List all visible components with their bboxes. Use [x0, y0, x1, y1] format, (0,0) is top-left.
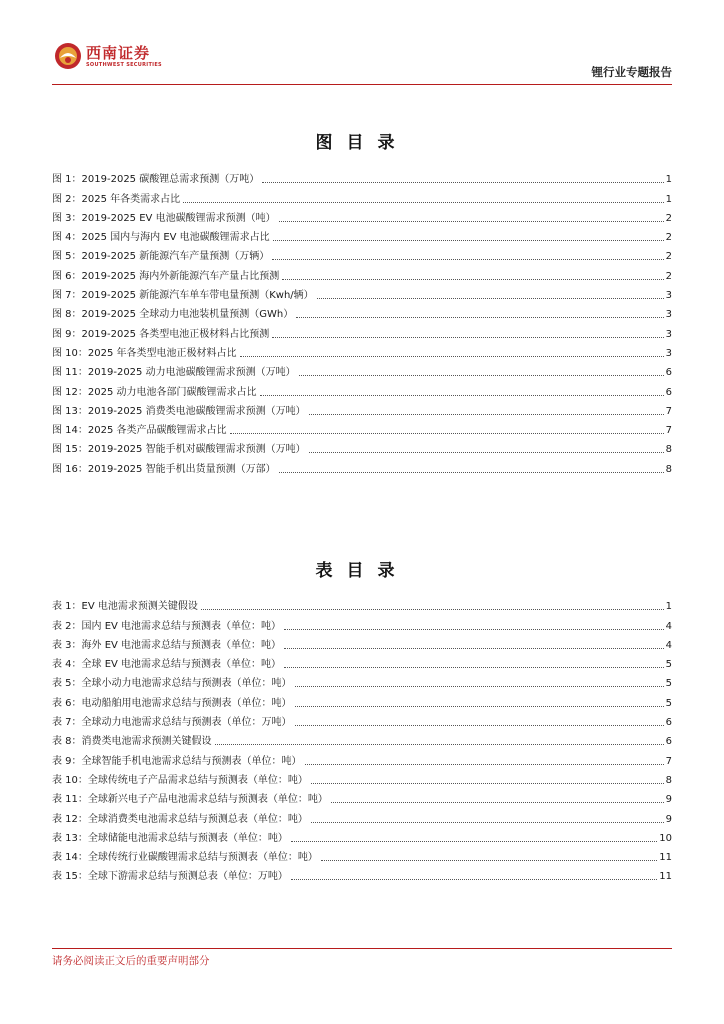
toc-entry[interactable]	[52, 244, 672, 263]
toc-leader-dots	[311, 821, 664, 823]
toc-entry-label: 图 16：2019-2025 智能手机出货量预测（万部）	[52, 463, 276, 475]
toc-entry-page: 1	[665, 174, 672, 186]
toc-entry[interactable]	[52, 186, 672, 205]
toc-entry-label: 表 13：全球储能电池需求总结与预测表（单位：吨）	[52, 832, 288, 844]
toc-entry-page: 3	[665, 290, 672, 302]
toc-entry[interactable]	[52, 633, 672, 652]
toc-entry-page: 6	[665, 736, 672, 748]
toc-entry[interactable]	[52, 826, 672, 845]
toc-entry[interactable]	[52, 418, 672, 437]
toc-entry-page: 8	[665, 444, 672, 456]
toc-entry-page: 7	[665, 405, 672, 417]
footer-divider	[52, 948, 672, 949]
toc-entry[interactable]	[52, 613, 672, 632]
toc-entry-page: 2	[665, 232, 672, 244]
toc-leader-dots	[309, 413, 664, 415]
toc-entry-page: 7	[665, 425, 672, 437]
toc-entry-page: 7	[665, 755, 672, 767]
toc-leader-dots	[321, 859, 657, 861]
toc-entry-page: 1	[665, 193, 672, 205]
toc-leader-dots	[215, 743, 664, 745]
toc-entry-page: 2	[665, 212, 672, 224]
toc-leader-dots	[284, 666, 664, 668]
toc-entry[interactable]	[52, 787, 672, 806]
toc-entry-label: 图 4：2025 国内与海内 EV 电池碳酸锂需求占比	[52, 232, 270, 244]
toc-entry-label: 图 5：2019-2025 新能源汽车产量预测（万辆）	[52, 251, 270, 263]
footer-disclaimer: 请务必阅读正文后的重要声明部分	[52, 955, 210, 967]
brand-name: 西南证券	[86, 44, 151, 62]
toc-entry-label: 图 9：2019-2025 各类型电池正极材料占比预测	[52, 328, 270, 340]
toc-entry-page: 3	[665, 309, 672, 321]
toc-entry[interactable]	[52, 729, 672, 748]
toc-entry[interactable]	[52, 399, 672, 418]
table-toc-list	[52, 594, 672, 883]
toc-leader-dots	[272, 258, 663, 260]
toc-entry[interactable]	[52, 302, 672, 321]
toc-leader-dots	[279, 471, 664, 473]
toc-entry-page: 9	[665, 794, 672, 806]
toc-leader-dots	[260, 394, 664, 396]
report-type-title: 锂行业专题报告	[591, 65, 672, 79]
toc-entry[interactable]	[52, 806, 672, 825]
toc-entry-label: 表 12：全球消费类电池需求总结与预测总表（单位：吨）	[52, 813, 308, 825]
toc-entry-page: 4	[665, 639, 672, 651]
toc-entry-page: 4	[665, 620, 672, 632]
toc-entry-label: 图 12：2025 动力电池各部门碳酸锂需求占比	[52, 386, 257, 398]
toc-leader-dots	[183, 201, 663, 203]
toc-entry-label: 表 5：全球小动力电池需求总结与预测表（单位：吨）	[52, 678, 292, 690]
toc-entry[interactable]	[52, 864, 672, 883]
toc-leader-dots	[305, 763, 664, 765]
toc-leader-dots	[317, 297, 664, 299]
toc-entry-page: 8	[665, 463, 672, 475]
toc-entry-label: 图 10：2025 年各类型电池正极材料占比	[52, 347, 237, 359]
toc-entry[interactable]	[52, 167, 672, 186]
toc-entry-page: 3	[665, 347, 672, 359]
toc-leader-dots	[309, 451, 664, 453]
toc-entry-page: 5	[665, 659, 672, 671]
toc-entry[interactable]	[52, 748, 672, 767]
toc-entry-page: 5	[665, 678, 672, 690]
brand-subtitle: SOUTHWEST SECURITIES	[86, 62, 162, 68]
header-divider	[52, 84, 672, 85]
toc-leader-dots	[296, 316, 663, 318]
toc-leader-dots	[240, 355, 664, 357]
toc-leader-dots	[295, 705, 664, 707]
toc-entry[interactable]	[52, 341, 672, 360]
toc-entry-page: 2	[665, 251, 672, 263]
toc-entry-page: 1	[665, 601, 672, 613]
toc-leader-dots	[230, 432, 664, 434]
toc-entry[interactable]	[52, 671, 672, 690]
toc-entry-page: 10	[659, 832, 672, 844]
toc-entry[interactable]	[52, 690, 672, 709]
toc-entry-label: 表 14：全球传统行业碳酸锂需求总结与预测表（单位：吨）	[52, 852, 318, 864]
toc-entry-label: 图 3：2019-2025 EV 电池碳酸锂需求预测（吨）	[52, 212, 276, 224]
toc-entry-label: 图 6：2019-2025 海内外新能源汽车产量占比预测	[52, 270, 280, 282]
toc-leader-dots	[262, 181, 663, 183]
toc-entry-label: 图 8：2019-2025 全球动力电池装机量预测（GWh）	[52, 309, 294, 321]
toc-entry[interactable]	[52, 225, 672, 244]
toc-leader-dots	[201, 608, 664, 610]
toc-entry-label: 表 6：电动船舶用电池需求总结与预测表（单位：吨）	[52, 697, 292, 709]
toc-leader-dots	[282, 278, 663, 280]
toc-entry-label: 表 10：全球传统电子产品需求总结与预测表（单位：吨）	[52, 774, 308, 786]
toc-entry-label: 表 3：海外 EV 电池需求总结与预测表（单位：吨）	[52, 639, 282, 651]
toc-leader-dots	[311, 782, 664, 784]
toc-entry-label: 图 7：2019-2025 新能源汽车单车带电量预测（Kwh/辆）	[52, 290, 314, 302]
toc-leader-dots	[299, 374, 664, 376]
toc-entry-label: 表 1：EV 电池需求预测关键假设	[52, 601, 198, 613]
toc-leader-dots	[295, 685, 664, 687]
toc-leader-dots	[295, 724, 664, 726]
toc-entry-page: 9	[665, 813, 672, 825]
toc-entry-page: 6	[665, 386, 672, 398]
toc-entry-label: 表 2：国内 EV 电池需求总结与预测表（单位：吨）	[52, 620, 282, 632]
toc-entry-page: 11	[659, 871, 672, 883]
toc-entry-page: 3	[665, 328, 672, 340]
figure-toc-list	[52, 167, 672, 476]
toc-entry-page: 8	[665, 774, 672, 786]
toc-entry-label: 表 15：全球下游需求总结与预测总表（单位：万吨）	[52, 871, 288, 883]
toc-leader-dots	[291, 878, 657, 880]
company-logo	[54, 40, 174, 76]
toc-leader-dots	[272, 336, 663, 338]
toc-leader-dots	[273, 239, 664, 241]
toc-entry-label: 表 4：全球 EV 电池需求总结与预测表（单位：吨）	[52, 659, 282, 671]
toc-entry-label: 图 13：2019-2025 消费类电池碳酸锂需求预测（万吨）	[52, 405, 306, 417]
table-toc-title: 表目录	[315, 561, 409, 581]
toc-entry-label: 图 11：2019-2025 动力电池碳酸锂需求预测（万吨）	[52, 367, 296, 379]
page-header	[0, 0, 724, 92]
toc-entry-label: 表 9：全球智能手机电池需求总结与预测表（单位：吨）	[52, 755, 302, 767]
toc-entry-label: 表 8：消费类电池需求预测关键假设	[52, 736, 212, 748]
toc-entry[interactable]	[52, 845, 672, 864]
toc-entry[interactable]	[52, 206, 672, 225]
toc-entry-page: 5	[665, 697, 672, 709]
toc-entry[interactable]	[52, 710, 672, 729]
toc-entry[interactable]	[52, 321, 672, 340]
toc-entry[interactable]	[52, 360, 672, 379]
toc-entry-label: 表 11：全球新兴电子产品电池需求总结与预测表（单位：吨）	[52, 794, 328, 806]
toc-entry-page: 11	[659, 852, 672, 864]
toc-entry[interactable]	[52, 283, 672, 302]
toc-entry-label: 图 15：2019-2025 智能手机对碳酸锂需求预测（万吨）	[52, 444, 306, 456]
logo-emblem-icon	[54, 42, 82, 70]
toc-entry[interactable]	[52, 379, 672, 398]
toc-entry-label: 表 7：全球动力电池需求总结与预测表（单位：万吨）	[52, 717, 292, 729]
toc-entry-page: 6	[665, 717, 672, 729]
toc-entry-label: 图 14：2025 各类产品碳酸锂需求占比	[52, 425, 227, 437]
toc-entry[interactable]	[52, 768, 672, 787]
toc-leader-dots	[279, 220, 664, 222]
toc-entry-page: 6	[665, 367, 672, 379]
toc-entry-label: 图 2：2025 年各类需求占比	[52, 193, 181, 205]
toc-entry[interactable]	[52, 263, 672, 282]
toc-entry-label: 图 1：2019-2025 碳酸锂总需求预测（万吨）	[52, 174, 260, 186]
figure-toc-title: 图目录	[315, 133, 409, 153]
toc-entry[interactable]	[52, 594, 672, 613]
toc-leader-dots	[284, 647, 664, 649]
toc-leader-dots	[331, 801, 664, 803]
toc-entry-page: 2	[665, 270, 672, 282]
toc-leader-dots	[291, 840, 657, 842]
toc-entry[interactable]	[52, 456, 672, 475]
toc-entry[interactable]	[52, 652, 672, 671]
toc-entry[interactable]	[52, 437, 672, 456]
toc-leader-dots	[284, 628, 664, 630]
